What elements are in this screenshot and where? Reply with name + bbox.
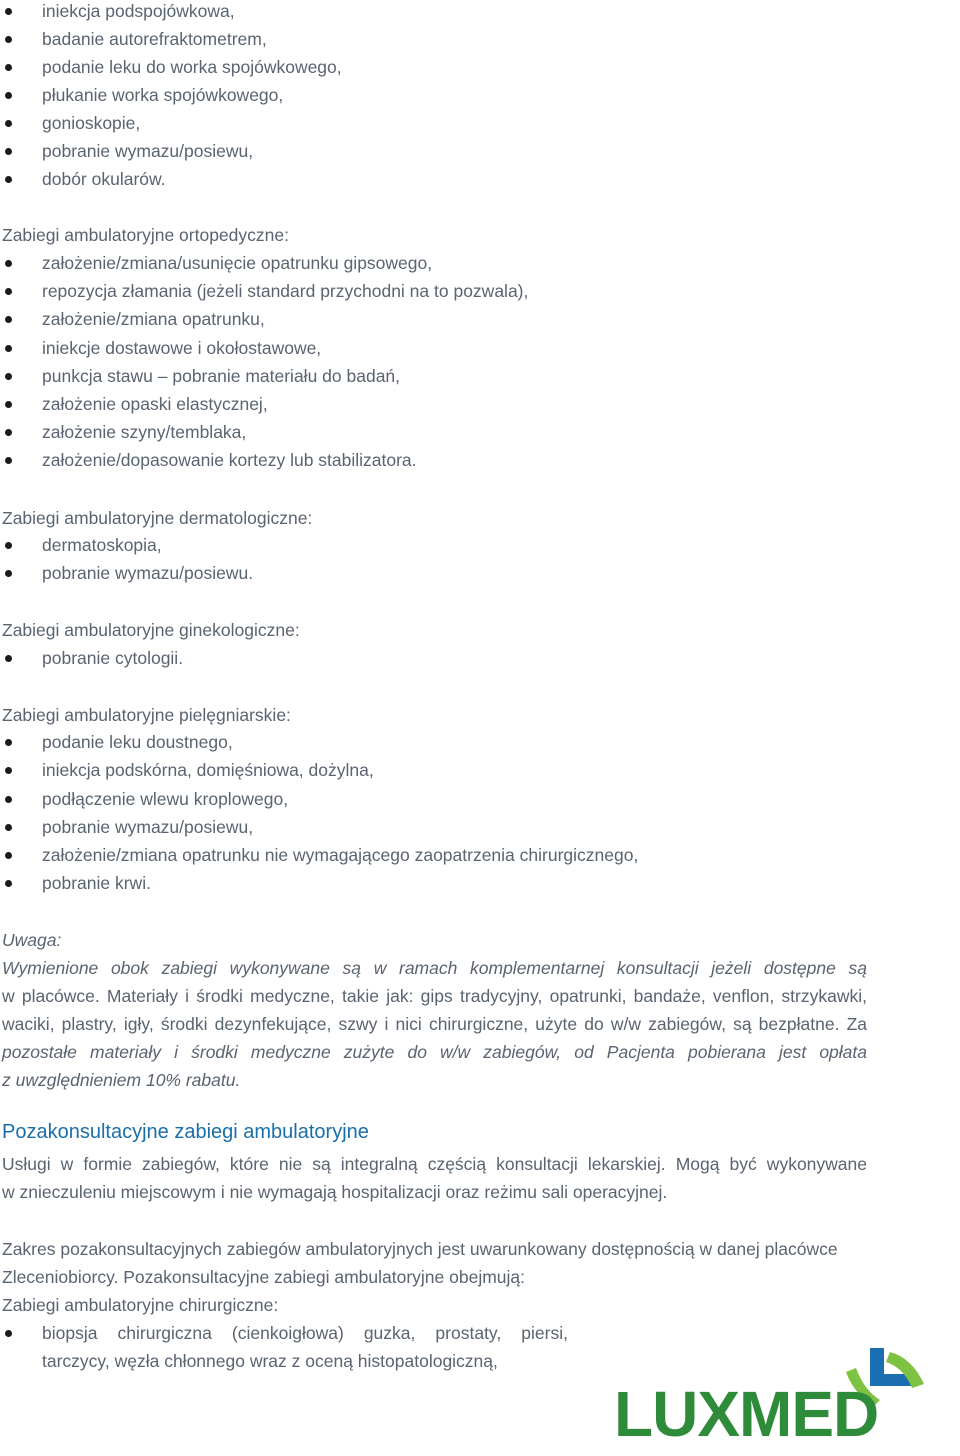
luxmed-logo: [612, 1340, 932, 1440]
bullet-dot: [5, 739, 12, 746]
bullet-dot: [5, 570, 12, 577]
bullet-dot: [5, 542, 12, 549]
bullet-dot: [5, 345, 12, 352]
paragraph-line: Zakres pozakonsultacyjnych zabiegów ambulatoryjnych jest uwarunkowany dostępnością w danej placówce: [2, 1239, 838, 1259]
bullet-dot: [5, 36, 12, 43]
surg-heading: Zabiegi ambulatoryjne chirurgiczne:: [2, 1295, 279, 1315]
bullet-dot: [5, 824, 12, 831]
note-label: Uwaga:: [2, 930, 62, 950]
bullet-dot: [5, 260, 12, 267]
bullet-dot: [5, 148, 12, 155]
bullet-dot: [5, 92, 12, 99]
paragraph-line: w znieczuleniu miejscowym i nie wymagają hospitalizacji oraz reżimu sali operacyjnej.: [2, 1182, 668, 1202]
luxmed-logo-graphic: [612, 1340, 932, 1440]
gyn-heading: Zabiegi ambulatoryjne ginekologiczne:: [2, 620, 300, 640]
derm-heading: Zabiegi ambulatoryjne dermatologiczne:: [2, 508, 313, 528]
bullet-dot: [5, 120, 12, 127]
note-line: w placówce. Materiały i środki medyczne, takie jak: gips tradycyjny, opatrunki, bandaże, venflon, strzykawki,: [2, 986, 867, 1006]
note-line: z uwzględnieniem 10% rabatu.: [2, 1070, 241, 1090]
bullet-dot: [5, 767, 12, 774]
bullet-dot: [5, 457, 12, 464]
note-line: Wymienione obok zabiegi wykonywane są w ramach komplementarnej konsultacji jeżeli dostępne są: [2, 958, 867, 978]
bullet-dot: [5, 401, 12, 408]
bullet-dot: [5, 288, 12, 295]
list-item-continuation: tarczycy, węzła chłonnego wraz z oceną histopatologiczną,: [42, 1351, 498, 1371]
bullet-dot: [5, 880, 12, 887]
bullet-dot: [5, 655, 12, 662]
ortho-heading: Zabiegi ambulatoryjne ortopedyczne:: [2, 225, 289, 245]
paragraph-line: Usługi w formie zabiegów, które nie są integralną częścią konsultacji lekarskiej. Mogą być wykonywane: [2, 1154, 867, 1174]
logo-wordmark: LUXMED: [614, 1378, 879, 1440]
bullet-dot: [5, 796, 12, 803]
bullet-dot: [5, 1330, 12, 1337]
list-item: biopsja chirurgiczna (cienkoigłowa) guzka, prostaty, piersi,: [0, 1323, 570, 1351]
bullet-dot: [5, 176, 12, 183]
note-line: pozostałe materiały i środki medyczne zużyte do w/w zabiegów, od Pacjenta pobierana jest opłata: [2, 1042, 867, 1062]
bullet-dot: [5, 852, 12, 859]
bullet-dot: [5, 316, 12, 323]
section-title: Pozakonsultacyjne zabiegi ambulatoryjne: [2, 1121, 369, 1143]
nurse-heading: Zabiegi ambulatoryjne pielęgniarskie:: [2, 705, 291, 725]
note-line: waciki, plastry, igły, środki dezynfekujące, szwy i nici chirurgiczne, użyte do w/w zabiegów, są bezpłatne. Za: [2, 1014, 867, 1034]
bullet-dot: [5, 373, 12, 380]
document-page: iniekcja podspojówkowa, badanie autorefraktometrem, podanie leku do worka spojówkowego, płukanie worka spojówkowego, gonioskopie, pobranie wymazu/posiewu, dobór okularów. Zabiegi ambulatoryjne ortopedyczne: założenie/zmiana/usunięcie opatrunku gipsowego, repozycja złamania (jeżeli standard przychodni na to pozwala), założenie/zmiana opatrunku, iniekcje dostawowe i okołostawowe, punkcja stawu – pobranie materiału do badań, założenie opaski elastycznej, założenie szyny/temblaka, założenie/dopasowanie kortezy lub stabilizatora. Zabiegi ambulatoryjne dermatologiczne: dermatoskopia, pobranie wymazu/posiewu. Zabiegi ambulatoryjne ginekologiczne: pobranie cytologii. Zabiegi ambulatoryjne pielęgniarskie: podanie leku doustnego, iniekcja podskórna, domięśniowa, dożylna, podłączenie wlewu kroplowego, pobranie wymazu/posiewu, założenie/zmiana opatrunku nie wymagającego zaopatrzenia chirurgicznego, pobranie krwi. Uwaga: Wymienione obok zabiegi wykonywane są w ramach komplementarnej konsultacji jeżeli dostępne są w placówce. Materiały i środki medyczne, takie jak: gips tradycyjny, opatrunki, bandaże, venflon, strzykawki, waciki, plastry, igły, środki dezynfekujące, szwy i nici chirurgiczne, użyte do w/w zabiegów, są bezpłatne. Za pozostałe materiały i środki medyczne zużyte do w/w zabiegów, od Pacjenta pobierana jest opłata z uwzględnieniem 10% rabatu. Pozakonsultacyjne zabiegi ambulatoryjne Usługi w formie zabiegów, które nie są integralną częścią konsultacji lekarskiej. Mogą być wykonywane w znieczuleniu miejscowym i nie wymagają hospitalizacji oraz reżimu sali operacyjnej. Zakres pozakonsultacyjnych zabiegów ambulatoryjnych jest uwarunkowany dostępnością w danej placówce Zleceniobiorcy. Pozakonsultacyjne zabiegi ambulatoryjne obejmują: Zabiegi ambulatoryjne chirurgiczne: biopsja chirurgiczna (cienkoigłowa) guzka, prostaty, piersi, tarczycy, węzła chłonnego wraz z oceną histopatologiczną, LUXMED: [0, 0, 960, 1456]
bullet-dot: [5, 64, 12, 71]
paragraph-line: Zleceniobiorcy. Pozakonsultacyjne zabiegi ambulatoryjne obejmują:: [2, 1267, 526, 1287]
bullet-dot: [5, 429, 12, 436]
bullet-dot: [5, 8, 12, 15]
